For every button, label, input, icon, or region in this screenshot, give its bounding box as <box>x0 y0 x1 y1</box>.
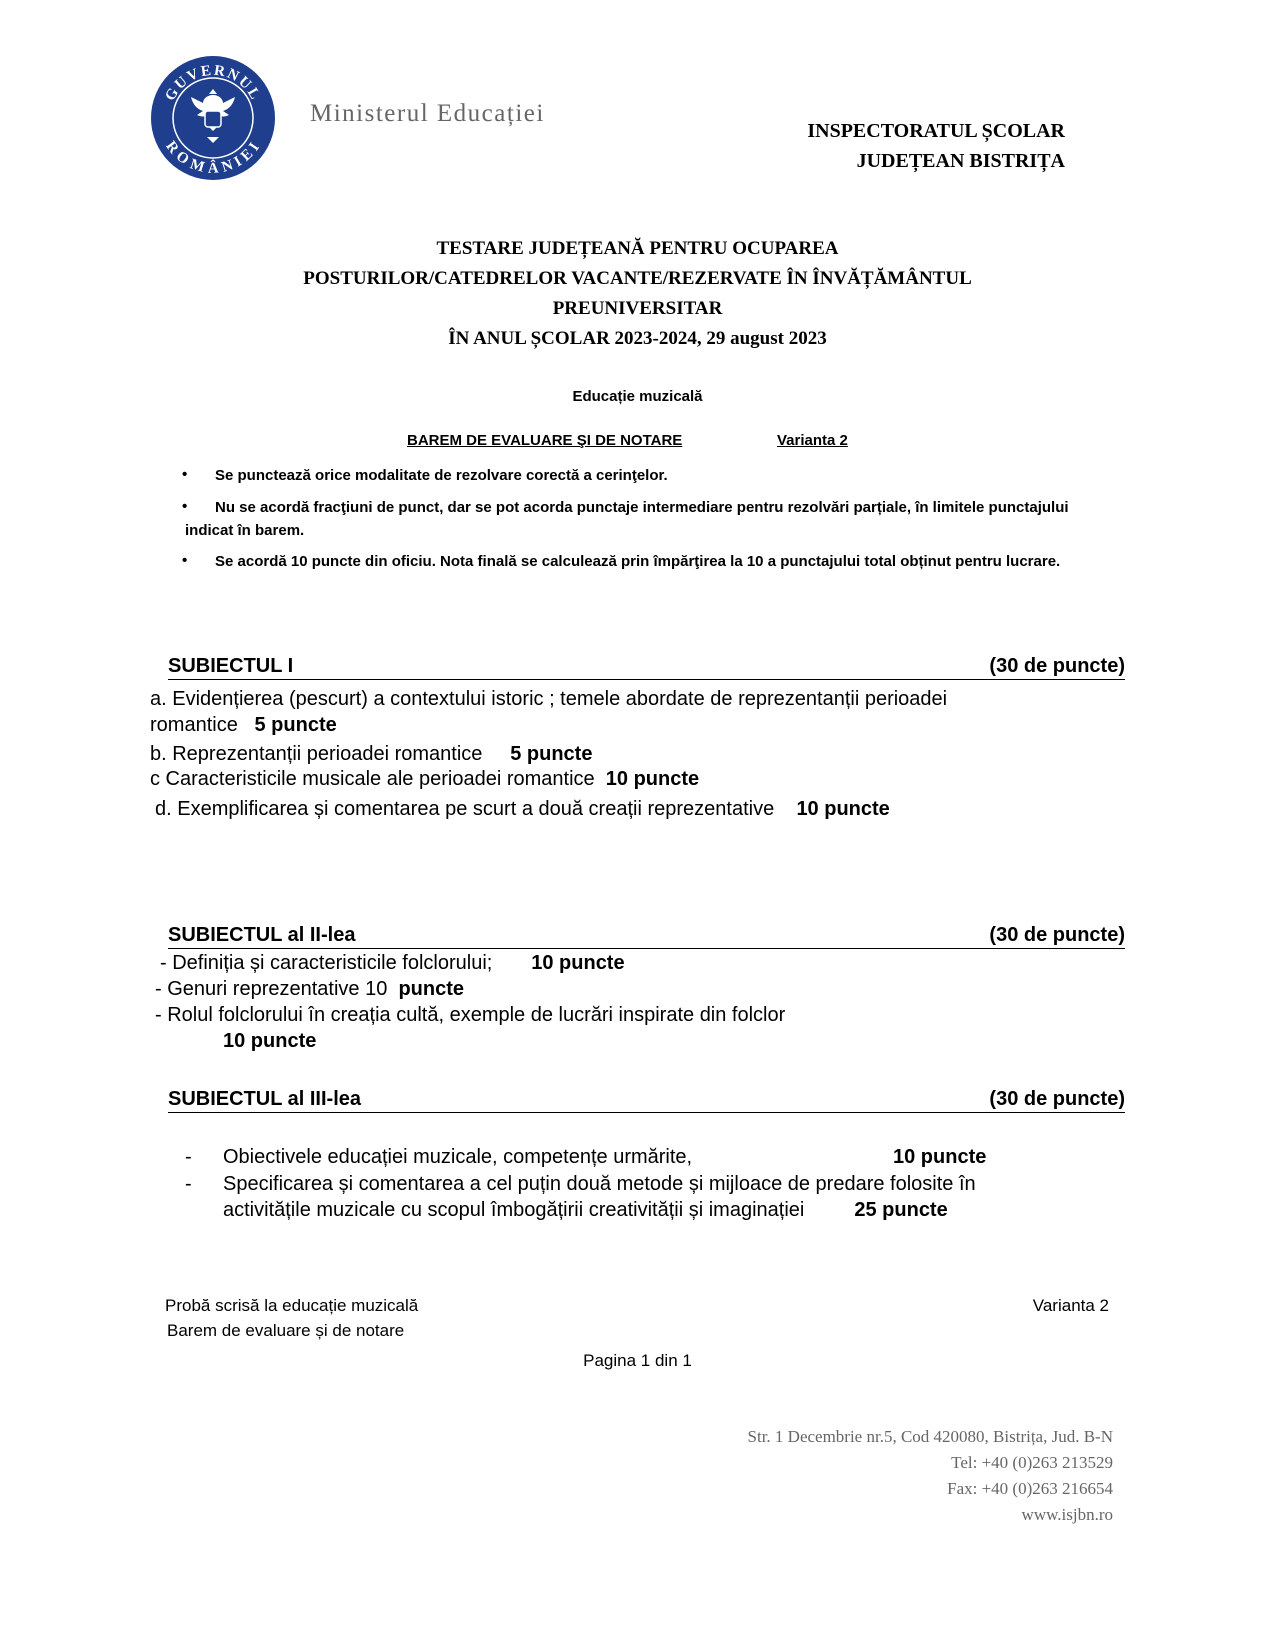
section-1-item-c <box>150 766 699 792</box>
item-points: 5 puncte <box>510 743 593 765</box>
title-line-4: ÎN ANUL ȘCOLAR 2023-2024, 29 august 2023 <box>448 328 827 349</box>
section-1-item-b <box>150 741 592 767</box>
section-2-item <box>155 976 464 1002</box>
title-line-2: POSTURILOR/CATEDRELOR VACANTE/REZERVATE ÎN ÎNVĂȚĂMÂNTUL <box>303 268 972 289</box>
item-text: d. Exemplificarea și comentarea pe scurt a două creații reprezentative <box>155 798 775 820</box>
item-dash: - <box>185 1173 192 1195</box>
address-tel: Tel: +40 (0)263 213529 <box>951 1453 1113 1472</box>
item-text: activitățile muzicale cu scopul îmbogățirii creativității și imaginației <box>223 1199 805 1221</box>
instruction-text: Nu se acordă fracţiuni de punct, dar se pot acorda punctaje intermediare pentru rezolvări parțiale, în limitele punctajului indicat în barem. <box>185 499 1069 539</box>
inspectorate-line-2: JUDEȚEAN BISTRIȚA <box>856 150 1065 172</box>
section-points: (30 de puncte) <box>989 924 1125 946</box>
section-points: (30 de puncte) <box>989 655 1125 677</box>
item-dash: - <box>185 1146 192 1168</box>
item-points: puncte <box>398 978 465 1000</box>
section-2-item <box>155 1002 785 1054</box>
instruction-text: Se punctează orice modalitate de rezolvare corectă a cerinţelor. <box>215 467 668 484</box>
item-text: - Definiția și caracteristicile folclorului; <box>160 952 493 974</box>
item-text: c Caracteristicile musicale ale perioadei romantice <box>150 768 595 790</box>
section-2-heading <box>168 924 1125 949</box>
section-title: SUBIECTUL al II-lea <box>168 924 356 946</box>
footer-left-1: Probă scrisă la educație muzicală <box>165 1296 419 1315</box>
barem-variant: Varianta 2 <box>777 432 848 449</box>
item-text: Obiectivele educației muzicale, competențe urmărite, <box>223 1146 693 1168</box>
item-points: 10 puncte <box>893 1146 987 1168</box>
address-street: Str. 1 Decembrie nr.5, Cod 420080, Bistrița, Jud. B-N <box>747 1427 1113 1446</box>
title-line-1: TESTARE JUDEȚEANĂ PENTRU OCUPAREA <box>436 238 839 259</box>
item-points: 10 puncte <box>223 1030 317 1052</box>
item-points: 25 puncte <box>854 1199 948 1221</box>
section-title: SUBIECTUL al III-lea <box>168 1088 362 1110</box>
item-text: b. Reprezentanții perioadei romantice <box>150 743 483 765</box>
logo-text-top: GUVERNUL <box>162 62 264 104</box>
item-points: 10 puncte <box>531 952 625 974</box>
item-text: - Rolul folclorului în creația cultă, exemple de lucrări inspirate din folclor <box>155 1004 786 1026</box>
footer-variant: Varianta 2 <box>1032 1296 1109 1315</box>
section-2-item <box>160 950 625 976</box>
section-points: (30 de puncte) <box>989 1088 1125 1110</box>
item-points: 10 puncte <box>796 798 890 820</box>
logo-text-bottom: ROMÂNIEI <box>162 138 264 177</box>
instruction-bullet: • Nu se acordă fracţiuni de punct, dar se pot acorda punctaje intermediare pentru rezolvări parțiale, în limitele punctajului indicat în barem. <box>182 498 1069 539</box>
item-text: a. Evidențierea (pescurt) a contextului istoric ; temele abordate de reprezentanții perioadei <box>150 688 948 710</box>
item-text: - Genuri reprezentative 10 <box>155 978 388 1000</box>
item-text: Specificarea și comentarea a cel puțin două metode și mijloace de predare folosite în <box>223 1173 976 1195</box>
address-web[interactable]: www.isjbn.ro <box>1021 1505 1113 1524</box>
section-1-heading <box>168 655 1125 680</box>
section-1-item-d <box>155 796 890 822</box>
footer-left-2: Barem de evaluare și de notare <box>167 1321 405 1340</box>
section-1-item-a <box>150 686 947 738</box>
instruction-text: Se acordă 10 puncte din oficiu. Nota finală se calculează prin împărţirea la 10 a punctajului total obținut pentru lucrare. <box>215 553 1061 570</box>
government-seal-logo <box>150 55 276 181</box>
item-points: 10 puncte <box>605 768 700 790</box>
title-line-3: PREUNIVERSITAR <box>552 298 723 319</box>
item-points: 5 puncte <box>254 714 337 736</box>
page-number: Pagina 1 din 1 <box>583 1351 692 1370</box>
instruction-bullet: • Se punctează orice modalitate de rezolvare corectă a cerinţelor. <box>182 466 668 484</box>
instruction-bullet: • Se acordă 10 puncte din oficiu. Nota finală se calculează prin împărţirea la 10 a punctajului total obținut pentru lucrare. <box>182 552 1061 570</box>
inspectorate-line-1: INSPECTORATUL ȘCOLAR <box>807 120 1065 142</box>
section-3-heading <box>168 1088 1125 1113</box>
address-fax: Fax: +40 (0)263 216654 <box>947 1479 1113 1498</box>
item-text: romantice <box>150 714 238 736</box>
exam-subject: Educație muzicală <box>572 388 703 405</box>
ministry-name: Ministerul Educației <box>310 100 545 127</box>
barem-label: BAREM DE EVALUARE ŞI DE NOTARE <box>407 432 683 449</box>
section-title: SUBIECTUL I <box>168 655 294 677</box>
